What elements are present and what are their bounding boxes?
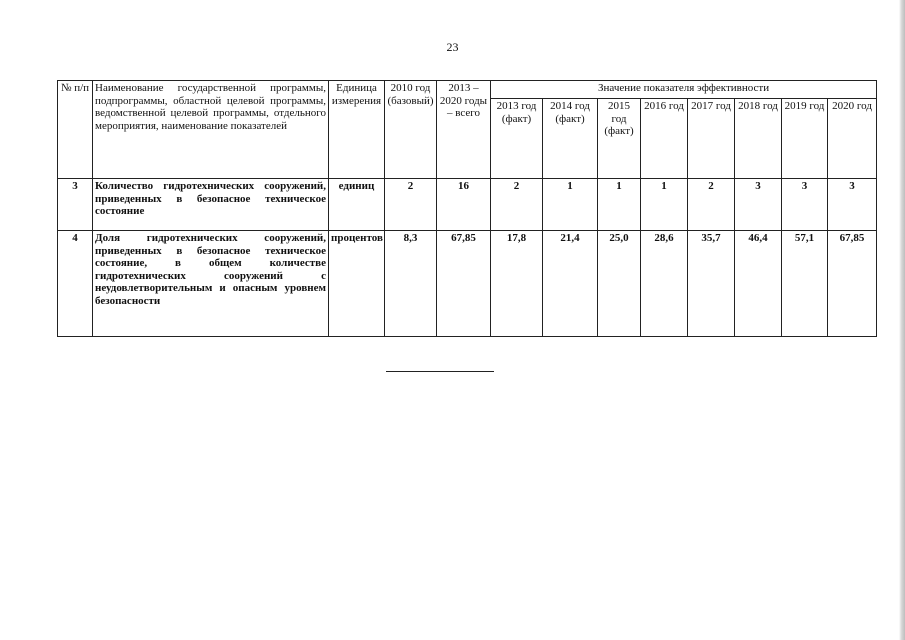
row-unit: процентов xyxy=(329,231,385,337)
row-value-2018: 3 xyxy=(735,179,782,231)
row-value-2015: 25,0 xyxy=(598,231,641,337)
header-row xyxy=(58,81,877,99)
header-year-2020: 2020 год xyxy=(828,99,877,179)
row-name: Количество гидротехнических сооружений, приведенных в безопасное техническое состояние xyxy=(93,179,329,231)
table-row xyxy=(58,231,877,337)
row-value-2013: 17,8 xyxy=(491,231,543,337)
row-value-2017: 35,7 xyxy=(688,231,735,337)
header-group: Значение показателя эффективности xyxy=(491,81,877,99)
row-index: 3 xyxy=(58,179,93,231)
row-value-2020: 3 xyxy=(828,179,877,231)
row-total: 16 xyxy=(437,179,491,231)
row-base: 8,3 xyxy=(385,231,437,337)
row-value-2019: 57,1 xyxy=(782,231,828,337)
header-unit: Единица измерения xyxy=(329,81,385,179)
row-value-2018: 46,4 xyxy=(735,231,782,337)
header-base-year: 2010 год (базовый) xyxy=(385,81,437,179)
header-year-2014: 2014 год (факт) xyxy=(543,99,598,179)
footer-rule xyxy=(386,371,494,372)
header-year-2017: 2017 год xyxy=(688,99,735,179)
page-number: 23 xyxy=(446,40,459,54)
row-name: Доля гидротехнических сооружений, приведенных в безопасное техническое состояние, в общем количестве гидротехнических сооружений с неудовлетворительным и опасным уровнем безопасности xyxy=(93,231,329,337)
row-index: 4 xyxy=(58,231,93,337)
header-total: 2013 – 2020 годы – всего xyxy=(437,81,491,179)
header-year-2016: 2016 год xyxy=(641,99,688,179)
header-name: Наименование государственной программы, подпрограммы, областной целевой программы, ведомственной целевой программы, отдельного мероприятия, наименование показателей xyxy=(93,81,329,179)
row-unit: единиц xyxy=(329,179,385,231)
row-value-2020: 67,85 xyxy=(828,231,877,337)
row-value-2017: 2 xyxy=(688,179,735,231)
table-row xyxy=(58,179,877,231)
row-value-2014: 21,4 xyxy=(543,231,598,337)
row-base: 2 xyxy=(385,179,437,231)
row-value-2014: 1 xyxy=(543,179,598,231)
header-year-2013: 2013 год (факт) xyxy=(491,99,543,179)
row-value-2019: 3 xyxy=(782,179,828,231)
header-index: № п/п xyxy=(58,81,93,179)
page-edge-shadow xyxy=(899,0,905,640)
header-year-2018: 2018 год xyxy=(735,99,782,179)
row-value-2013: 2 xyxy=(491,179,543,231)
row-value-2016: 28,6 xyxy=(641,231,688,337)
header-year-2015: 2015 год (факт) xyxy=(598,99,641,179)
header-year-2019: 2019 год xyxy=(782,99,828,179)
row-total: 67,85 xyxy=(437,231,491,337)
row-value-2016: 1 xyxy=(641,179,688,231)
efficiency-indicators-table xyxy=(57,80,877,337)
row-value-2015: 1 xyxy=(598,179,641,231)
